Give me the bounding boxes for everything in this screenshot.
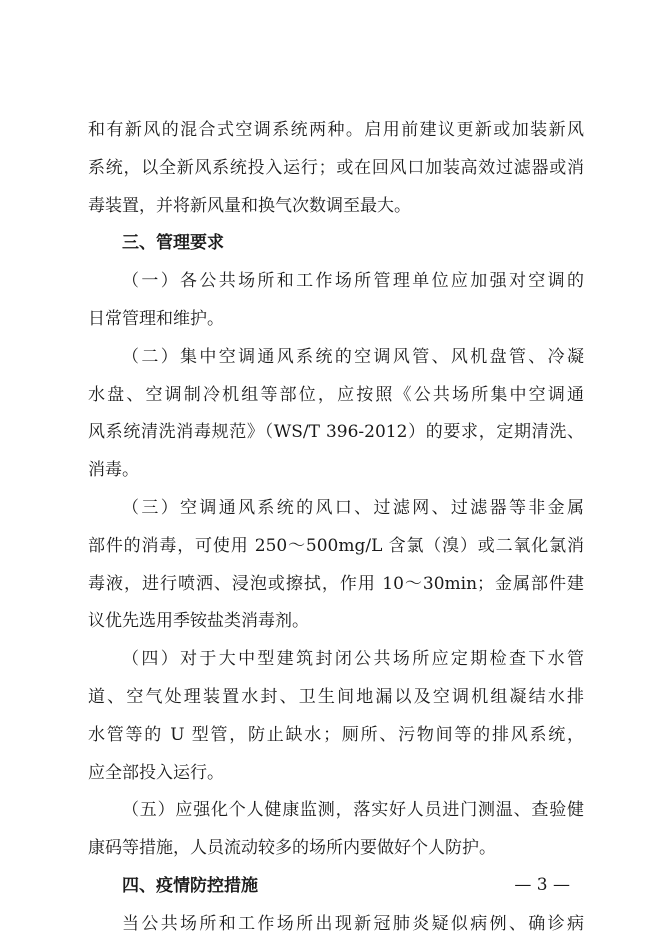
text-line: 当公共场所和工作场所出现新冠肺炎疑似病例、确诊病 bbox=[122, 913, 584, 934]
text-line: 部件的消毒，可使用 250～500mg/L 含氯（溴）或二氧化氯消 bbox=[88, 535, 584, 556]
text-line: 日常管理和维护。 bbox=[88, 308, 224, 329]
text-line: 康码等措施，人员流动较多的场所内要做好个人防护。 bbox=[88, 838, 496, 859]
text-line: （五）应强化个人健康监测，落实好人员进门测温、查验健 bbox=[122, 800, 584, 821]
text-line: 和有新风的混合式空调系统两种。启用前建议更新或加装新风 bbox=[88, 120, 584, 140]
text-line: 道、空气处理装置水封、卫生间地漏以及空调机组凝结水排 bbox=[88, 686, 584, 707]
section-heading-prevention: 四、疫情防控措施 bbox=[122, 875, 258, 896]
text-line: （一）各公共场所和工作场所管理单位应加强对空调的 bbox=[122, 271, 584, 292]
text-line: 消毒。 bbox=[88, 460, 139, 481]
text-line: 风系统清洗消毒规范》（WS/T 396-2012）的要求，定期清洗、 bbox=[88, 422, 584, 443]
text-line: 毒装置，并将新风量和换气次数调至最大。 bbox=[88, 195, 411, 216]
text-line: （四）对于大中型建筑封闭公共场所应定期检查下水管 bbox=[122, 649, 584, 670]
text-line: （二）集中空调通风系统的空调风管、风机盘管、冷凝 bbox=[122, 346, 584, 367]
text-line: 水管等的 U 型管，防止缺水；厕所、污物间等的排风系统， bbox=[88, 724, 584, 745]
text-line: （三）空调通风系统的风口、过滤网、过滤器等非金属 bbox=[122, 497, 584, 518]
text-line: 系统，以全新风系统投入运行；或在回风口加装高效过滤器或消 bbox=[88, 157, 584, 178]
text-line: 议优先选用季铵盐类消毒剂。 bbox=[88, 611, 309, 632]
text-line: 水盘、空调制冷机组等部位，应按照《公共场所集中空调通 bbox=[88, 384, 584, 405]
section-heading-management: 三、管理要求 bbox=[122, 233, 224, 254]
page-number: — 3 — bbox=[514, 875, 570, 895]
body-text bbox=[88, 112, 584, 944]
text-line: 毒液，进行喷洒、浸泡或擦拭，作用 10～30min；金属部件建 bbox=[88, 573, 584, 594]
text-line: 应全部投入运行。 bbox=[88, 762, 224, 783]
